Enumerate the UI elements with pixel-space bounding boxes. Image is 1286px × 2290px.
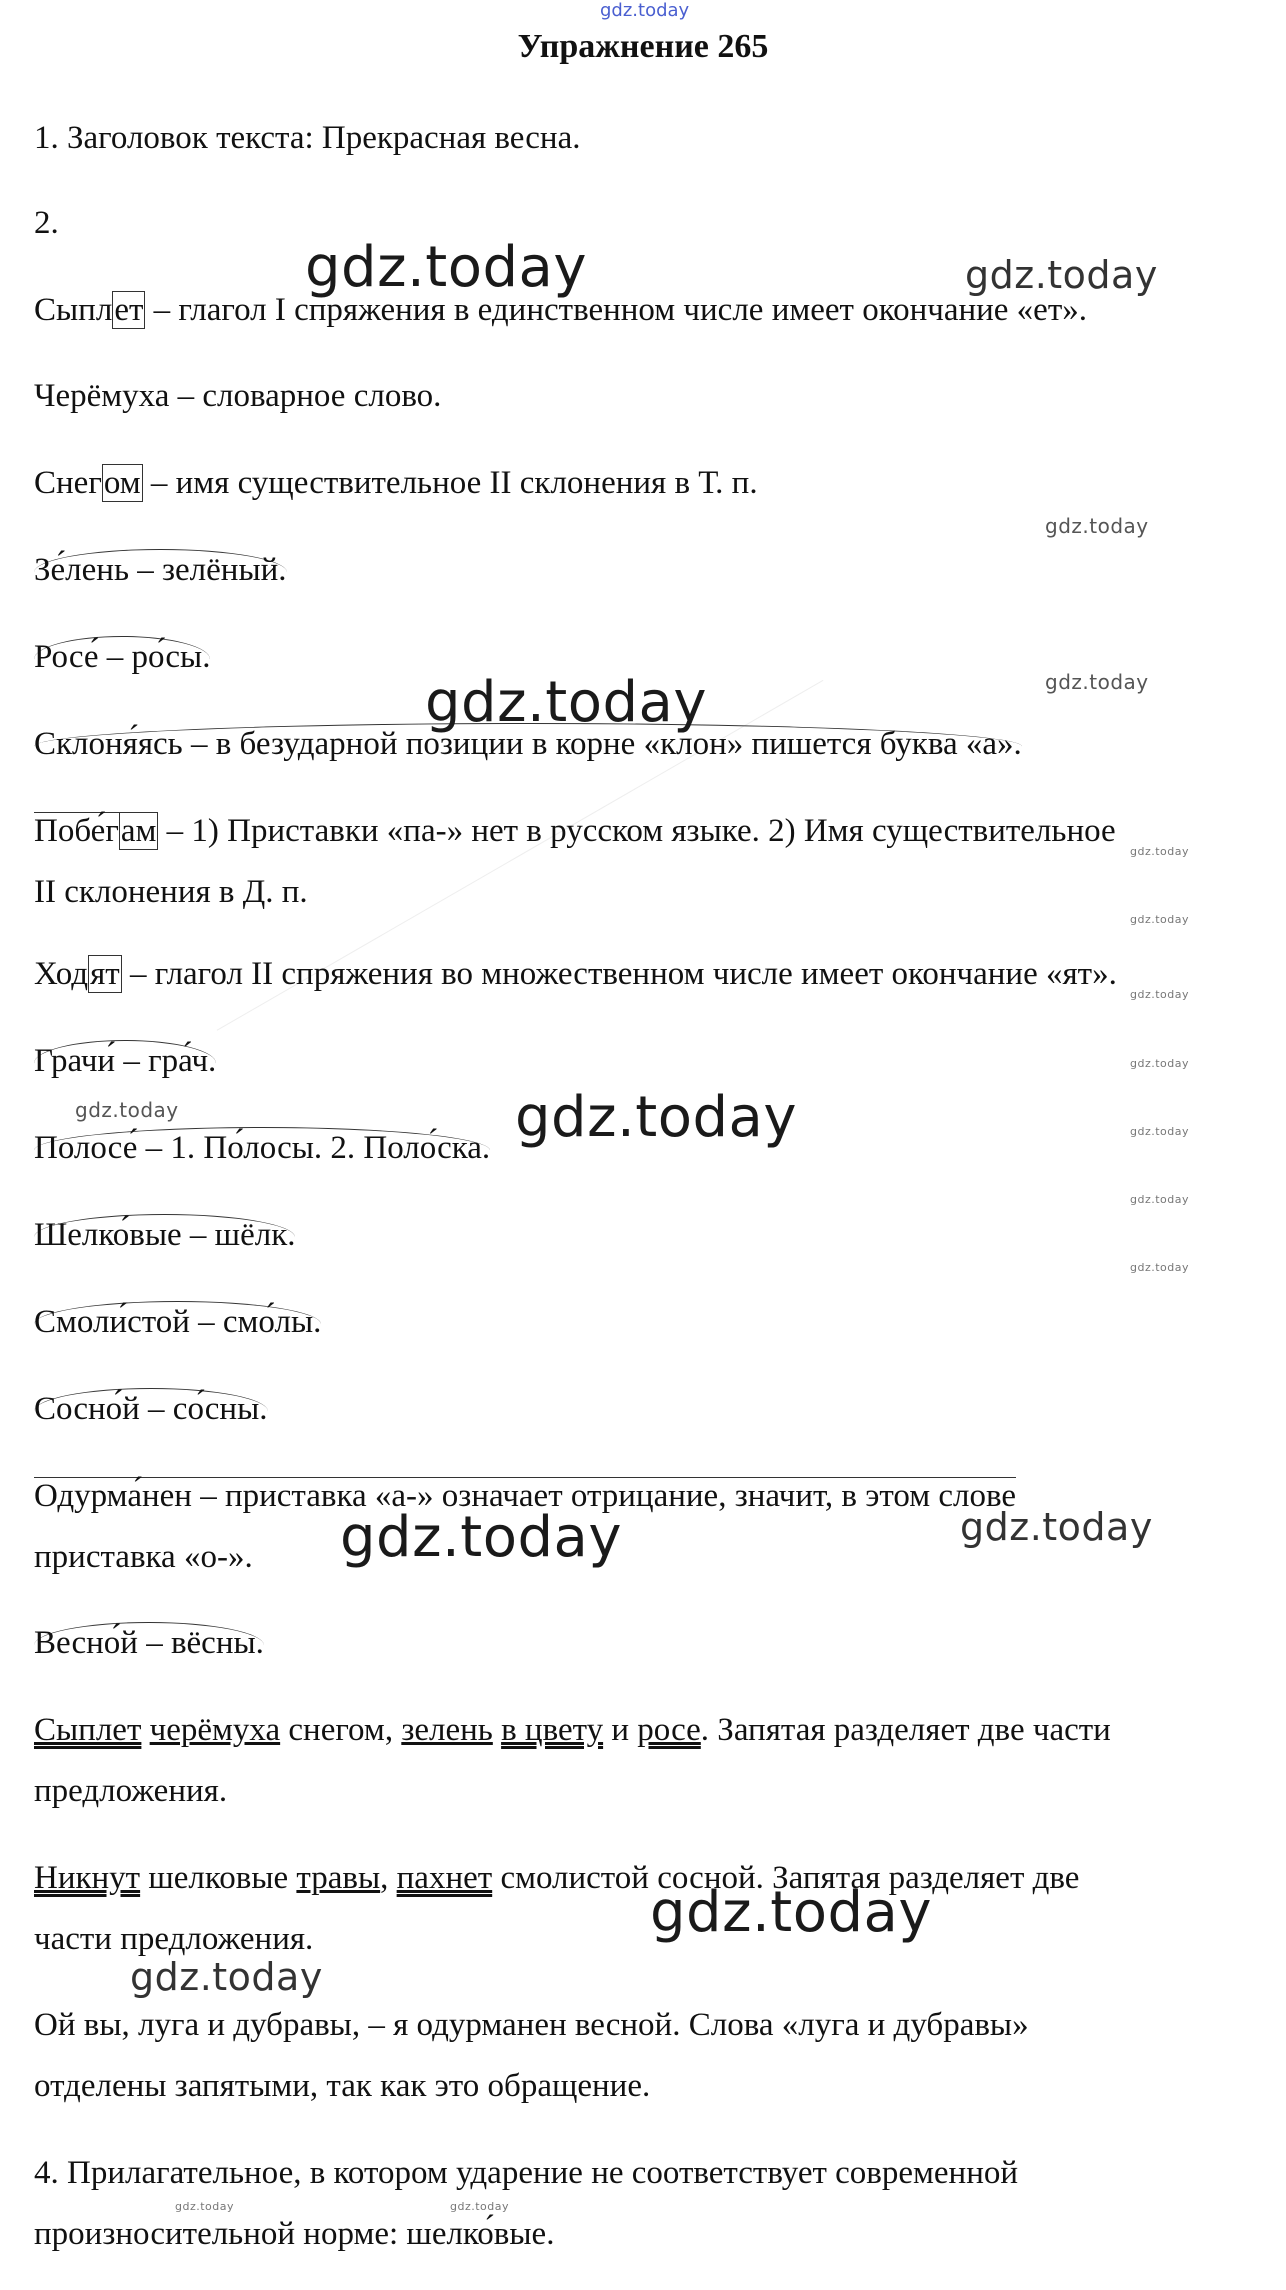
subject: черёмуха: [149, 1712, 281, 1748]
watermark: gdz.today: [1130, 1057, 1190, 1070]
line-odurmanen-cont: приставка «о-».: [34, 1539, 253, 1575]
faint-diagonal-line: [217, 680, 1084, 1481]
root-arc-word: Грачи́ – гра́ч.: [34, 1040, 216, 1079]
word-stem: Сыпл: [34, 292, 113, 328]
watermark: gdz.today: [965, 253, 1158, 297]
prefix-word: Одурма́нен – приставка «а-» означает отрицание, значит, в этом слове: [34, 1478, 1017, 1514]
line-smolistoy: [34, 1302, 321, 1342]
subject: травы: [296, 1860, 381, 1896]
line-cheremukha: Черёмуха – словарное слово.: [34, 378, 442, 414]
line-vesnoy: [34, 1623, 264, 1663]
root-arc-word: Склоня́ясь – в безударной позиции в корне «клон» пишется буква «а».: [34, 723, 1022, 762]
watermark: gdz.today: [1045, 514, 1149, 538]
root-arc-word: Весно́й – вёсны.: [34, 1622, 264, 1661]
line-pobegam: [34, 811, 1116, 851]
predicate: Никнут: [34, 1860, 141, 1896]
ending-box: ят: [90, 956, 120, 992]
watermark: gdz.today: [305, 235, 588, 300]
watermark: gdz.today: [340, 1505, 623, 1570]
line-snegom: [34, 463, 758, 503]
line-shelkovye: [34, 1215, 295, 1255]
plain-text: ,: [380, 1860, 397, 1896]
predicate: Сыплет: [34, 1712, 142, 1748]
watermark: gdz.today: [1130, 1261, 1190, 1274]
line-text: – глагол I спряжения в единственном числе имеет окончание «ет».: [145, 292, 1088, 328]
sentence-3-cont: отделены запятыми, так как это обращение.: [34, 2068, 651, 2104]
ending-box: ом: [103, 465, 141, 501]
line-text: – глагол II спряжения во множественном числе имеет окончание «ят».: [121, 956, 1117, 992]
plain-text: шелковые: [140, 1860, 297, 1896]
line-rose: [34, 637, 210, 677]
root-arc-word: Полосе́ – 1. По́лосы. 2. Поло́ска.: [34, 1127, 490, 1166]
sentence-3: Ой вы, луга и дубравы, – я одурманен весной. Слова «луга и дубравы»: [34, 2007, 1029, 2043]
watermark: gdz.today: [130, 1955, 323, 1999]
predicate: пахнет: [396, 1860, 493, 1896]
watermark: gdz.today: [515, 1085, 798, 1150]
predicate: в цвету: [501, 1712, 604, 1748]
line-sosnoy: [34, 1389, 268, 1429]
line-zelen: [34, 550, 287, 590]
ending-box: ет: [114, 292, 144, 328]
answer-1: 1. Заголовок текста: Прекрасная весна.: [34, 120, 581, 156]
plain-text: и: [603, 1712, 638, 1748]
line-pobegam-cont: II склонения в Д. п.: [34, 874, 308, 910]
root-arc-word: Смоли́стой – смо́лы.: [34, 1301, 321, 1340]
watermark: gdz.today: [75, 1098, 179, 1122]
root-arc-word: Зе́лень – зелёный.: [34, 549, 287, 588]
word-stem: Снег: [34, 465, 102, 501]
plain-text: снегом,: [280, 1712, 402, 1748]
page-title: Упражнение 265: [517, 28, 769, 65]
watermark: gdz.today: [650, 1880, 933, 1945]
watermark: gdz.today: [1130, 1125, 1190, 1138]
plain-text: . Запятая разделяет две части: [700, 1712, 1111, 1748]
answer-4: 4. Прилагательное, в котором ударение не соответствует современной: [34, 2155, 1019, 2191]
sentence-1: [34, 1710, 1111, 1750]
plain-text: смолистой сосной. Запятая разделяет две: [492, 1860, 1080, 1896]
watermark: gdz.today: [1130, 1193, 1190, 1206]
root-arc-word: Росе́ – ро́сы.: [34, 636, 210, 675]
ending-box: ам: [120, 813, 157, 849]
root-arc-word: Шелко́вые – шёлк.: [34, 1214, 295, 1253]
line-text: – имя существительное II склонения в Т. п.: [142, 465, 758, 501]
top-watermark: gdz.today: [600, 0, 690, 21]
line-khodyat: [34, 954, 1117, 994]
line-polose: [34, 1128, 490, 1168]
line-text: – 1) Приставки «па-» нет в русском языке. 2) Имя существительное: [158, 813, 1116, 849]
root-arc-word: Сосно́й – со́сны.: [34, 1388, 268, 1427]
prefix-word: Побе́г: [34, 813, 119, 849]
sentence-1-cont: предложения.: [34, 1773, 228, 1809]
watermark: gdz.today: [1045, 670, 1149, 694]
watermark: gdz.today: [1130, 913, 1190, 926]
word-stem: Ход: [34, 956, 89, 992]
predicate: росе: [637, 1712, 701, 1748]
watermark: gdz.today: [175, 2200, 235, 2213]
watermark: gdz.today: [450, 2200, 510, 2213]
watermark: gdz.today: [425, 670, 708, 735]
subject: зелень: [401, 1712, 493, 1748]
line-grachi: [34, 1041, 216, 1081]
watermark: gdz.today: [960, 1505, 1153, 1549]
watermark: gdz.today: [1130, 988, 1190, 1001]
watermark: gdz.today: [1130, 845, 1190, 858]
answer-4-cont: произносительной норме: шелко́вые.: [34, 2216, 555, 2252]
sentence-2-cont: части предложения.: [34, 1921, 314, 1957]
answer-2-label: 2.: [34, 205, 59, 241]
